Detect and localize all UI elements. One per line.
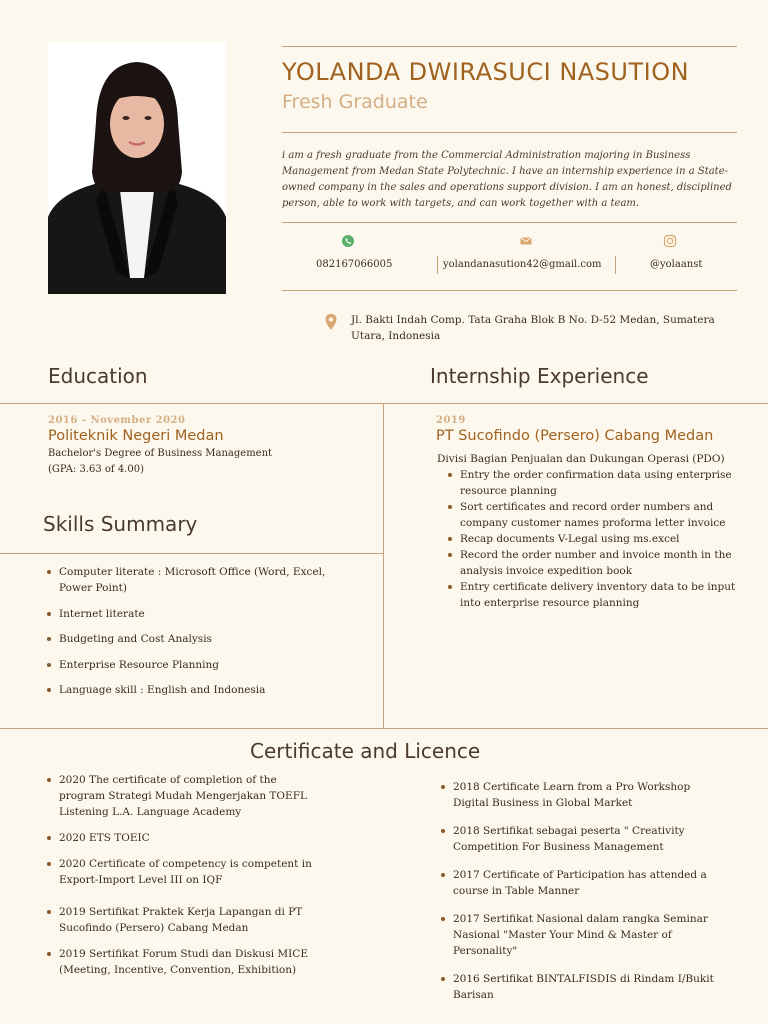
skills-list (45, 564, 345, 708)
certificates-rule (0, 728, 768, 729)
header-mid-rule (282, 132, 737, 133)
list-item: Enterprise Resource Planning (45, 657, 345, 673)
list-item: 2018 Sertifikat sebagai peserta " Creativity Competition For Business Management (439, 823, 714, 855)
list-item: 2019 Sertifikat Praktek Kerja Lapangan di PT Sucofindo (Persero) Cabang Medan (45, 904, 320, 936)
internship-date: 2019 (436, 415, 466, 426)
phone-number[interactable]: 082167066005 (316, 259, 393, 270)
skills-rule (0, 553, 383, 554)
degree: Bachelor's Degree of Business Management (48, 448, 273, 459)
contact-bottom-rule (282, 290, 737, 291)
list-item: Language skill : English and Indonesia (45, 682, 345, 698)
certificates-right-list (439, 779, 714, 1013)
mail-icon (519, 234, 533, 248)
skills-heading: Skills Summary (43, 512, 198, 536)
education-heading: Education (48, 364, 148, 388)
school-name: Politeknik Negeri Medan (48, 428, 224, 444)
instagram-handle[interactable]: @yolaanst (650, 259, 703, 270)
section-rule (0, 403, 768, 404)
instagram-icon (663, 234, 677, 248)
gpa: (GPA: 3.63 of 4.00) (48, 464, 144, 475)
list-item: 2017 Certificate of Participation has attended a course in Table Manner (439, 867, 714, 899)
list-item: 2019 Sertifikat Forum Studi dan Diskusi MICE (Meeting, Incentive, Convention, Exhibition) (45, 946, 320, 978)
about-me-text: i am a fresh graduate from the Commercial Administration majoring in Business Management from Medan State Polytechnic. I have an internship experience in a State-owned company in the sales and operations support division. I am an honest, disciplined person, able to work with targets, and can work together with a team. (282, 150, 732, 209)
email-address[interactable]: yolandanasution42@gmail.com (443, 259, 602, 270)
certificates-left-list (45, 772, 320, 988)
list-item: Budgeting and Cost Analysis (45, 631, 345, 647)
contact-divider (615, 256, 616, 274)
profile-photo (48, 42, 226, 294)
header-top-rule (282, 46, 737, 47)
list-item: 2017 Sertifikat Nasional dalam rangka Seminar Nasional "Master Your Mind & Master of Personality" (439, 911, 714, 959)
list-item: 2020 Certificate of competency is competent in Export-Import Level III on IQF (45, 856, 320, 888)
company-name: PT Sucofindo (Persero) Cabang Medan (436, 428, 714, 444)
list-item: Sort certificates and record order numbers and company customer names proforma letter invoice (446, 499, 742, 531)
list-item: Entry the order confirmation data using enterprise resource planning (446, 467, 742, 499)
list-item: Internet literate (45, 606, 345, 622)
contact-divider (437, 256, 438, 274)
location-pin-icon (324, 313, 338, 331)
list-item: 2018 Certificate Learn from a Pro Workshop Digital Business in Global Market (439, 779, 714, 811)
about-bottom-rule (282, 222, 737, 223)
address: Jl. Bakti Indah Comp. Tata Graha Blok B No. D-52 Medan, Sumatera Utara, Indonesia (351, 314, 715, 342)
internship-heading: Internship Experience (430, 364, 649, 388)
list-item: Recap documents V-Legal using ms.excel (446, 531, 742, 547)
job-title: Fresh Graduate (282, 91, 428, 113)
whatsapp-icon (341, 234, 355, 248)
list-item: 2020 ETS TOEIC (45, 830, 320, 846)
certificates-heading: Certificate and Licence (250, 739, 481, 763)
list-item: 2016 Sertifikat BINTALFISDIS di Rindam I/Bukit Barisan (439, 971, 714, 1003)
list-item: 2020 The certificate of completion of the program Strategi Mudah Mengerjakan TOEFL Listening L.A. Language Academy (45, 772, 320, 820)
internship-tasks (446, 467, 742, 611)
column-divider (383, 403, 384, 728)
full-name: YOLANDA DWIRASUCI NASUTION (282, 58, 690, 86)
list-item: Record the order number and invoice month in the analysis invoice expedition book (446, 547, 742, 579)
division: Divisi Bagian Penjualan dan Dukungan Operasi (PDO) (437, 453, 725, 465)
education-date: 2016 - November 2020 (48, 415, 186, 426)
list-item: Computer literate : Microsoft Office (Word, Excel, Power Point) (45, 564, 345, 596)
list-item: Entry certificate delivery inventory data to be input into enterprise resource planning (446, 579, 742, 611)
